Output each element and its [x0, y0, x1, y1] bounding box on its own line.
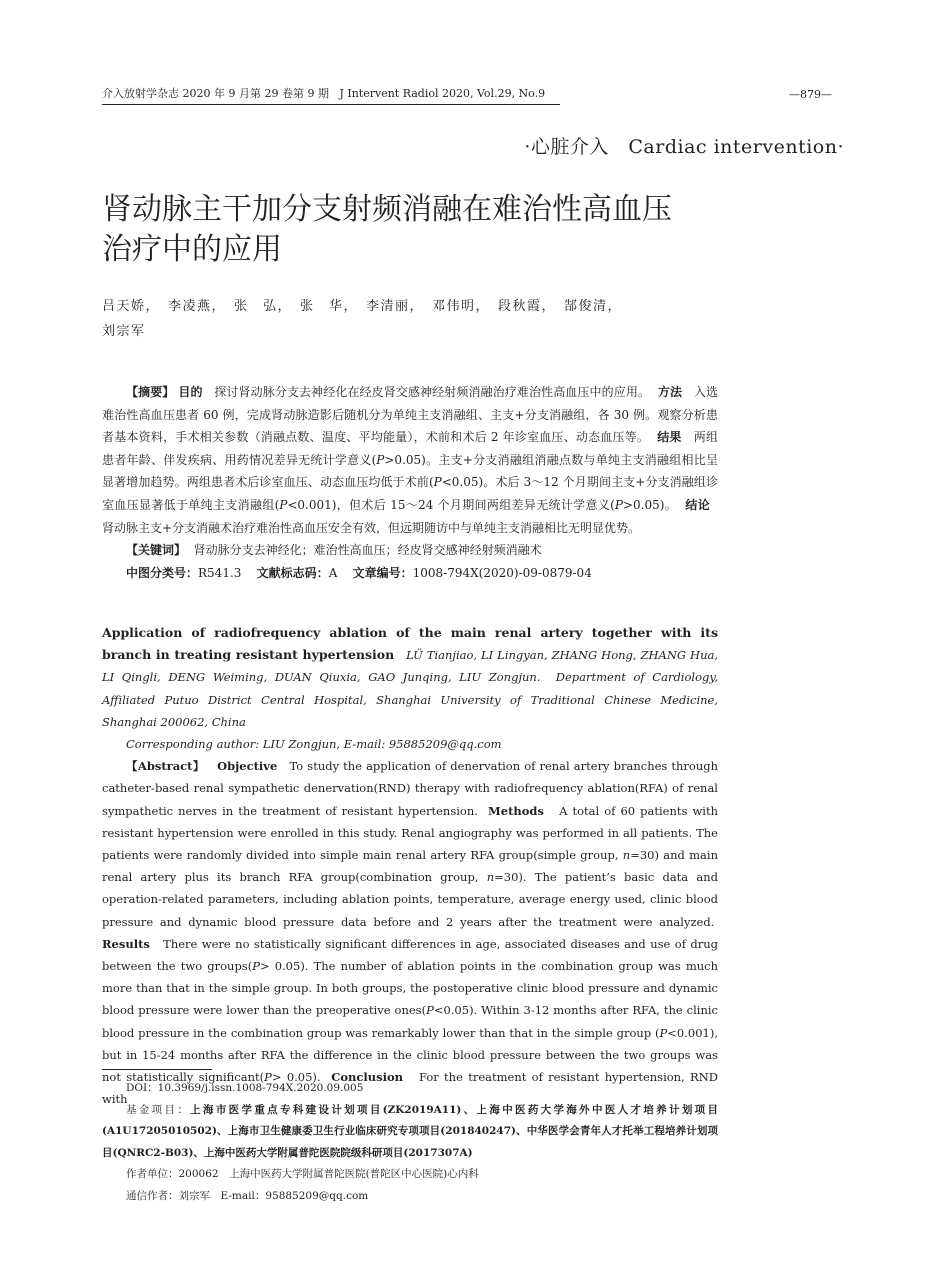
doc-code-label: 文献标志码： [256, 565, 329, 580]
p-symbol: P [279, 497, 288, 512]
abstract-cn [102, 381, 718, 584]
correspondence-text: 刘宗军 E-mail：95885209@qq.com [178, 1189, 369, 1202]
abstract-en [102, 755, 718, 1110]
footnote-divider [102, 1069, 212, 1070]
english-title-paragraph [102, 622, 718, 733]
methods-label-cn: 方法 [657, 385, 683, 399]
conclusion-label-en: Conclusion [331, 1070, 404, 1085]
p-symbol: P [426, 1003, 434, 1018]
conclusion-text-cn: 肾动脉主支+分支消融术治疗难治性高血压安全有效，但远期随访中与单纯主支消融相比无明显优势。 [102, 520, 641, 535]
article-title-cn [102, 190, 742, 270]
results-text-en: > 0.05). [271, 1070, 321, 1085]
p-symbol: P [252, 959, 260, 974]
running-header [102, 86, 560, 105]
keywords-cn [102, 539, 718, 562]
results-text-en: <0.05). Within 3-12 months after RFA, the clinic blood pressure in the combination group was remarkably lower than that in the simple group ( [102, 1003, 718, 1040]
authors-en: LÜ Tianjiao, LI Lingyan, ZHANG Hong, ZHANG Hua, LI Qingli, DENG Weiming, DUAN Qiuxia, GAO Junqing, LIU Zongjun. [102, 648, 719, 685]
doc-code-value: A [328, 565, 338, 580]
results-text-cn: 两组患者年龄、伴发疾病、用药情况差异无统计学意义( [102, 430, 718, 467]
english-section [102, 622, 718, 1110]
authors-line-1: 吕天娇， 李凌燕， 张 弘， 张 华， 李清丽， 邓伟明， 段秋霞， 郜俊清， [102, 299, 623, 314]
objective-label-cn: 目的 [178, 385, 203, 399]
methods-text-en: =30) and main renal artery plus its branch RFA group(combination group, [102, 848, 718, 885]
p-symbol: P [264, 1070, 272, 1085]
methods-text-cn: 入选难治性高血压患者 60 例，完成肾动脉造影后随机分为单纯主支消融组、主支+分支消融组，各 30 例。观察分析患者基本资料，手术相关参数（消融点数、温度、平均能量），术前和术后 2 年诊室血压、动态血压等。 [102, 385, 718, 445]
results-text-cn: <0.05)。术后 3～12 个月期间主支+分支消融组诊室血压显著低于单纯主支消融组( [102, 475, 719, 512]
page-number: —879— [789, 88, 832, 101]
article-title-en: Application of radiofrequency ablation of the main renal artery together with its branch in treating resistant hypertension [102, 625, 718, 663]
author-unit-label: 作者单位： [126, 1168, 179, 1180]
methods-text-en: A total of 60 patients with resistant hypertension were enrolled in this study. Renal angiography was performed in all patients. The patients were randomly divided into simple main renal artery RFA group(simple group, [102, 803, 719, 863]
article-number-label: 文章编号： [352, 565, 413, 580]
footnotes [102, 1078, 718, 1207]
author-unit-line [102, 1164, 718, 1186]
objective-text-en: To study the application of denervation of renal artery branches through catheter-based renal sympathetic denervation(RND) therapy with radiofrequency ablation(RFA) of renal sympathetic nerves in the treatment of resistant hypertension. [102, 759, 719, 818]
n-symbol: n [622, 848, 631, 863]
author-list-cn [102, 294, 842, 344]
keywords-text-cn: 肾动脉分支去神经化；难治性高血压；经皮肾交感神经射频消融术 [193, 543, 542, 558]
methods-label-en: Methods [488, 803, 544, 818]
title-line-2: 治疗中的应用 [102, 232, 282, 267]
section-label: ·心脏介入 Cardiac intervention· [524, 136, 844, 158]
corresponding-author-en [102, 733, 718, 755]
keywords-label-cn: 【关键词】 [126, 543, 187, 558]
correspondence-label: 通信作者： [126, 1189, 179, 1202]
correspondence-line [102, 1186, 718, 1208]
classification-value: R541.3 [198, 565, 242, 580]
corresponding-author-text: Corresponding author: LIU Zongjun, E-mail: 95885209@qq.com [126, 737, 502, 752]
results-label-en: Results [102, 936, 150, 951]
title-line-1: 肾动脉主干加分支射频消融在难治性高血压 [102, 192, 672, 227]
results-text-en: <0.001), but in 15-24 months after RFA the difference in the clinic blood pressure between the two groups was not statistically significant( [102, 1025, 718, 1085]
affiliation-en: Department of Cardiology, Affiliated Putuo District Central Hospital, Shanghai University of Traditional Chinese Medicine, Shanghai 200062, China [102, 670, 718, 729]
journal-name-en: J Intervent Radiol 2020, Vol.29, No.9 [339, 87, 546, 100]
classification-label: 中图分类号： [126, 565, 199, 580]
n-symbol: n [486, 870, 495, 885]
funding-text: 上海市医学重点专科建设计划项目(ZK2019A11)、上海中医药大学海外中医人才培养计划项目(A1U17205010502)、上海市卫生健康委卫生行业临床研究专项项目(201840247)、中华医学会青年人才托举工程培养计划项目(QNRC2-B03)、上海中医药大学附属普陀医院院级科研项目(2017307A) [102, 1103, 719, 1159]
conclusion-text-en: For the treatment of resistant hypertension, RND with [102, 1070, 718, 1107]
doi-line: DOI：10.3969/j.issn.1008-794X.2020.09.005 [126, 1082, 364, 1094]
conclusion-label-cn: 结论 [685, 497, 711, 512]
journal-name-cn: 介入放射学杂志 2020 年 9 月第 29 卷第 9 期 [102, 87, 329, 100]
methods-text-en: =30). The patient’s basic data and operation-related parameters, including ablation points, temperature, average energy used, clinic blood pressure and dynamic blood pressure data before and 2 years after the treatment were analyzed. [102, 870, 719, 929]
p-symbol: P [659, 1025, 668, 1040]
classification-line [102, 562, 718, 585]
results-text-cn: >0.05)。主支+分支消融组消融点数与单纯主支消融组相比呈显著增加趋势。两组患者术后诊室血压、动态血压均低于术前( [102, 452, 719, 490]
abstract-cn-paragraph [102, 381, 718, 539]
results-text-cn: <0.001)，但术后 15～24 个月期间两组差异无统计学意义( [287, 497, 615, 512]
results-label-cn: 结果 [657, 430, 682, 445]
author-unit-text: 200062 上海中医药大学附属普陀医院(普陀区中心医院)心内科 [178, 1168, 479, 1180]
results-text-en: > 0.05). The number of ablation points in the combination group was much more than that in the simple group. In both groups, the postoperative clinic blood pressure and dynamic blood pressure were lower than the preoperative ones( [102, 959, 719, 1018]
p-symbol: P [614, 497, 623, 512]
results-text-cn: >0.05)。 [622, 497, 678, 512]
objective-label-en: Objective [217, 759, 278, 774]
funding-line [102, 1100, 718, 1165]
p-symbol: P [376, 452, 385, 467]
objective-text-cn: 探讨肾动脉分支去神经化在经皮肾交感神经射频消融治疗难治性高血压中的应用。 [214, 385, 651, 399]
abstract-label-en: 【Abstract】 [126, 759, 205, 774]
funding-label: 基金项目： [126, 1103, 191, 1116]
abstract-label-cn: 【摘要】 [126, 385, 175, 399]
p-symbol: P [433, 475, 442, 490]
article-number-value: 1008-794X(2020)-09-0879-04 [412, 565, 592, 580]
results-text-en: There were no statistically significant differences in age, associated diseases and use of drug between the two groups( [102, 936, 719, 974]
authors-line-2: 刘宗军 [102, 324, 146, 339]
